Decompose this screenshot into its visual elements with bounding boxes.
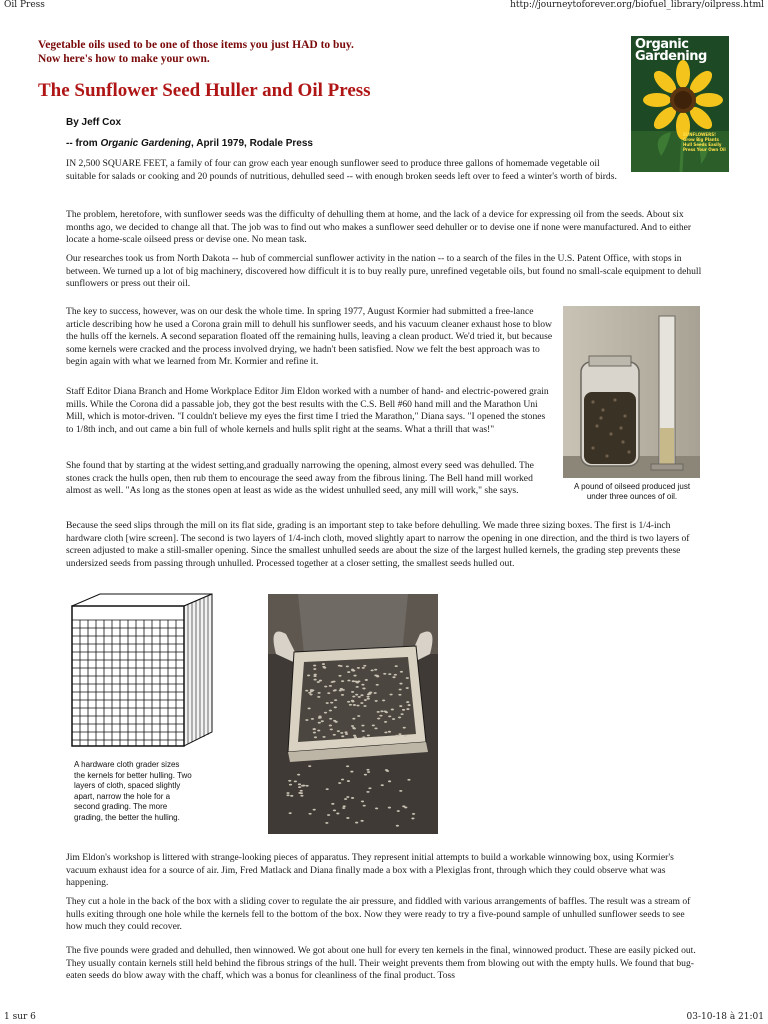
browser-print-url: http://journeytoforever.org/biofuel_library/oilpress.html [510,0,764,10]
print-datetime: 03-10-18 à 21:01 [686,1012,764,1022]
sifting-box-photo [268,594,438,834]
article-title: The Sunflower Seed Huller and Oil Press [38,80,371,101]
cover-caption: SUNFLOWERS! Grow Big Plants Hull Seeds Easily Press Your Own Oil [683,132,726,152]
tagline-line2: Now here's how to make your own. [38,53,210,65]
jar-caption: A pound of oilseed produced just under three ounces of oil. [573,482,691,501]
source-prefix: -- from [66,138,101,149]
tagline [38,38,354,66]
oilseed-jar-photo [563,306,700,478]
paragraph-10: The five pounds were graded and dehulled, then winnowed. We got about one hull for every ten kernels in the final, winnowed product. These are easily picked out. They usually contain kernels still held behind the fibrous strings of the hull. Their weight prevents them from blowing out with the empty hulls. We found that bug-eaten seeds do blow away with the chaff, which was a bonus for cleanliness of the final product. Toss [66,945,696,981]
paragraph-5: Staff Editor Diana Branch and Home Workplace Editor Jim Eldon worked with a number of hand- and electric-powered grain mills. While the Corona did a passable job, they got the best results with the C.S. Bell #60 hand mill and the Marathon Uni Mill, which is motor-driven. "I couldn't believe my eyes the first time I tried the Marathon," Diana says. "I opened the stones to 1/8th inch, and out came a bin full of whole kernels and hulls split right at the seams. What a thrill that was!" [66,386,549,435]
cover-title: Organic Gardening [635,37,707,64]
tagline-line1: Vegetable oils used to be one of those items you just HAD to buy. [38,39,354,51]
paragraph-9: They cut a hole in the back of the box with a sliding cover to regulate the air pressure, and fiddled with various arrangements of baffles. The result was a stream of hulls exiting through one hole while the kernels fell to the bottom of the box. Now they were ready to try a five-pound sample of unhulled sunflower seeds to see how much they could recover. [66,896,691,932]
paragraph-3: Our researches took us from North Dakota -- hub of commercial sunflower activity in the nation -- to a search of the files in the U.S. Patent Office, with stops in between. We turned up a lot of big machinery, discovered how difficult it is to buy really pure, unrefined vegetable oils, but found no small-scale equipment to dehull sunflowers or press out their oil. [66,253,702,289]
byline: By Jeff Cox [66,117,122,128]
paragraph-4: The key to success, however, was on our desk the whole time. In spring 1977, August Kormier had submitted a free-lance article describing how he used a Corona grain mill to dehull his sunflower seeds, and his vacuum cleaner exhaust hose to blow the hulls off the kernels. A second separation floated off the remaining hulls, leaving a clean product. We'd tried it, but because some kernels were cracked and the process involved drying, we hadn't been satisfied. Now we felt the best approach was to begin again with what we learned from Mr. Kormier and refine it. [66,306,553,367]
jar-and-cylinder-illustration [563,306,700,478]
hands-holding-screen-box-illustration [268,594,438,834]
hardware-cloth-grader-drawing [66,592,216,754]
paragraph-1: IN 2,500 SQUARE FEET, a family of four can grow each year enough sunflower seed to produce three gallons of homemade vegetable oil suitable for salads or cooking and 20 pounds of nutritious, dehulled seed -- with enough broken seeds left over to feed a winter's worth of birds. [66,158,617,182]
browser-print-title: Oil Press [4,0,45,10]
grader-caption: A hardware cloth grader sizes the kernels for better hulling. Two layers of cloth, spaced slightly apart, narrow the hole for a second grading. The more grading, the better the hulling. [74,760,192,822]
paragraph-8: Jim Eldon's workshop is littered with strange-looking pieces of apparatus. They represent initial attempts to build a workable winnowing box, using Kormier's vacuum exhaust idea for a source of air. Jim, Fred Matlack and Diana finally made a box with a Plexiglas front, through which they could observe what was happening. [66,852,674,888]
source-suffix: , April 1979, Rodale Press [191,138,313,149]
paragraph-2: The problem, heretofore, with sunflower seeds was the difficulty of dehulling them at home, and the lack of a device for expressing oil from the seeds. About six months ago, we decided to change all that. The job was to find out who makes a sunflower seed dehuller or to devise one if none were manufactured. And to either locate a home-scale oilseed press or devise one. No mean task. [66,209,692,245]
print-page-number: 1 sur 6 [4,1012,36,1022]
paragraph-6: She found that by starting at the widest setting,and gradually narrowing the opening, almost every seed was dehulled. The stones crack the hulls open, then rub them to encourage the seed away from the fibrous lining. The Bell hand mill worked almost as well. "As long as the stones open at least as wide as the widest unhulled seed, any mill will work," she says. [66,460,534,496]
magazine-cover-image [631,36,729,172]
grader-illustration [66,592,216,754]
source-magazine: Organic Gardening [100,138,192,149]
paragraph-7: Because the seed slips through the mill on its flat side, grading is an important step to take before dehulling. We made three sizing boxes. The first is 1/4-inch hardware cloth [wire screen]. The second is two layers of 1/4-inch cloth, moved slightly apart to narrow the opening in one direction, and the third is two layers of screen adjusted to make a still-smaller opening. Since the smallest unhulled seeds are about the size of the largest hulled kernels, the grading step prevents these undersized seeds from passing through unhulled. Processed together at a closer setting, the smallest seeds hulled out. [66,520,690,569]
source-line [66,138,313,149]
